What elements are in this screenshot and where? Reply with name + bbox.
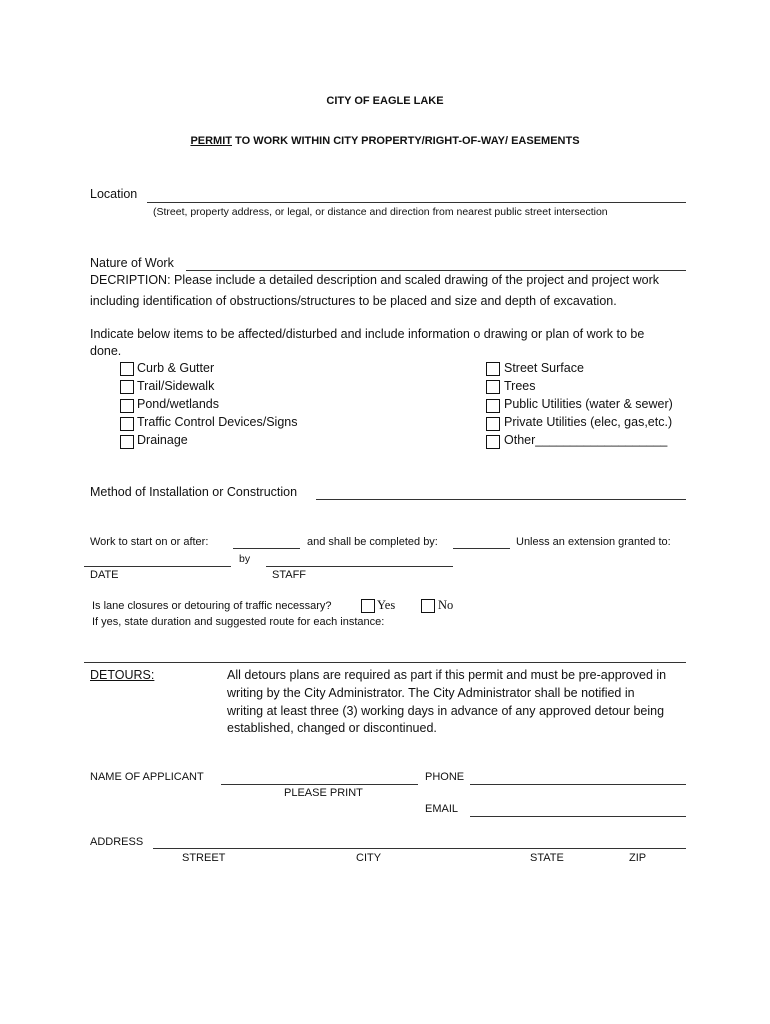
checklist-left-item: Drainage (137, 433, 188, 447)
permit-word: PERMIT (190, 135, 232, 147)
curb-gutter-checkbox[interactable] (120, 362, 134, 376)
pond-wetlands-checkbox[interactable] (120, 399, 134, 413)
checklist-right-item: Private Utilities (elec, gas,etc.) (504, 415, 673, 429)
phone-label: PHONE (425, 771, 465, 783)
date-field[interactable] (84, 566, 231, 567)
public-utilities-checkbox[interactable] (486, 399, 500, 413)
checklist-right-item: Street Surface (504, 361, 584, 375)
street-surface-checkbox[interactable] (486, 362, 500, 376)
route-field[interactable] (84, 662, 686, 663)
description-line-2: including identification of obstructions/structures to be placed and size and depth of excavation. (90, 294, 617, 308)
applicant-name-label: NAME OF APPLICANT (90, 771, 204, 783)
method-label: Method of Installation or Construction (90, 485, 298, 499)
indicate-line-2: done. (90, 344, 122, 358)
detours-line: writing at least three (3) working days in advance of any approved detour being (227, 704, 665, 718)
state-label: STATE (530, 852, 564, 864)
other-checkbox[interactable] (486, 435, 500, 449)
lane-question: Is lane closures or detouring of traffic necessary? (92, 600, 332, 612)
complete-date-field[interactable] (453, 548, 510, 549)
by-label: by (239, 553, 251, 565)
start-label: Work to start on or after: (90, 536, 209, 548)
detours-heading: DETOURS: (90, 668, 155, 682)
zip-label: ZIP (629, 852, 647, 864)
lane-yes-label: Yes (377, 598, 396, 612)
checklist-left-item: Trail/Sidewalk (137, 379, 215, 393)
staff-field[interactable] (266, 566, 453, 567)
location-hint: (Street, property address, or legal, or distance and direction from nearest public street intersection (153, 206, 608, 218)
staff-label: STAFF (272, 569, 307, 581)
detours-line: writing by the City Administrator. The City Administrator shall be notified in (227, 686, 635, 700)
trail-sidewalk-checkbox[interactable] (120, 380, 134, 394)
location-label: Location (90, 187, 138, 201)
indicate-line-1: Indicate below items to be affected/disturbed and include information o drawing or plan of work to be (90, 327, 645, 341)
email-field[interactable] (470, 816, 686, 817)
city-label: CITY (356, 852, 382, 864)
checklist-left-item: Traffic Control Devices/Signs (137, 415, 298, 429)
start-date-field[interactable] (233, 548, 300, 549)
lane-followup: If yes, state duration and suggested route for each instance: (92, 616, 385, 628)
checklist-left-item: Curb & Gutter (137, 361, 215, 375)
street-label: STREET (182, 852, 226, 864)
form-city-title: CITY OF EAGLE LAKE (326, 95, 444, 107)
address-field[interactable] (153, 848, 686, 849)
method-field[interactable] (316, 499, 686, 500)
private-utilities-checkbox[interactable] (486, 417, 500, 431)
nature-of-work-field[interactable] (186, 270, 686, 271)
trees-checkbox[interactable] (486, 380, 500, 394)
description-line-1: DECRIPTION: Please include a detailed description and scaled drawing of the project and project work (90, 273, 660, 287)
phone-field[interactable] (470, 784, 686, 785)
nature-of-work-label: Nature of Work (90, 256, 174, 270)
checklist-right-item: Trees (504, 379, 536, 393)
applicant-name-field[interactable] (221, 784, 418, 785)
lane-no-checkbox[interactable] (421, 599, 435, 613)
date-label: DATE (90, 569, 119, 581)
extension-label: Unless an extension granted to: (516, 536, 671, 548)
email-label: EMAIL (425, 803, 459, 815)
permit-title-rest: TO WORK WITHIN CITY PROPERTY/RIGHT-OF-WAY/ EASEMENTS (232, 135, 580, 147)
form-permit-title (0, 135, 770, 147)
please-print-label: PLEASE PRINT (284, 787, 363, 799)
location-field[interactable] (147, 202, 686, 203)
address-label: ADDRESS (90, 836, 144, 848)
traffic-control-checkbox[interactable] (120, 417, 134, 431)
checklist-right-item: Other___________________ (504, 433, 668, 447)
drainage-checkbox[interactable] (120, 435, 134, 449)
lane-no-label: No (438, 598, 454, 612)
detours-line: established, changed or discontinued. (227, 721, 437, 735)
complete-label: and shall be completed by: (307, 536, 438, 548)
lane-yes-checkbox[interactable] (361, 599, 375, 613)
checklist-left-item: Pond/wetlands (137, 397, 220, 411)
checklist-right-item: Public Utilities (water & sewer) (504, 397, 673, 411)
detours-line: All detours plans are required as part if this permit and must be pre-approved in (227, 668, 667, 682)
